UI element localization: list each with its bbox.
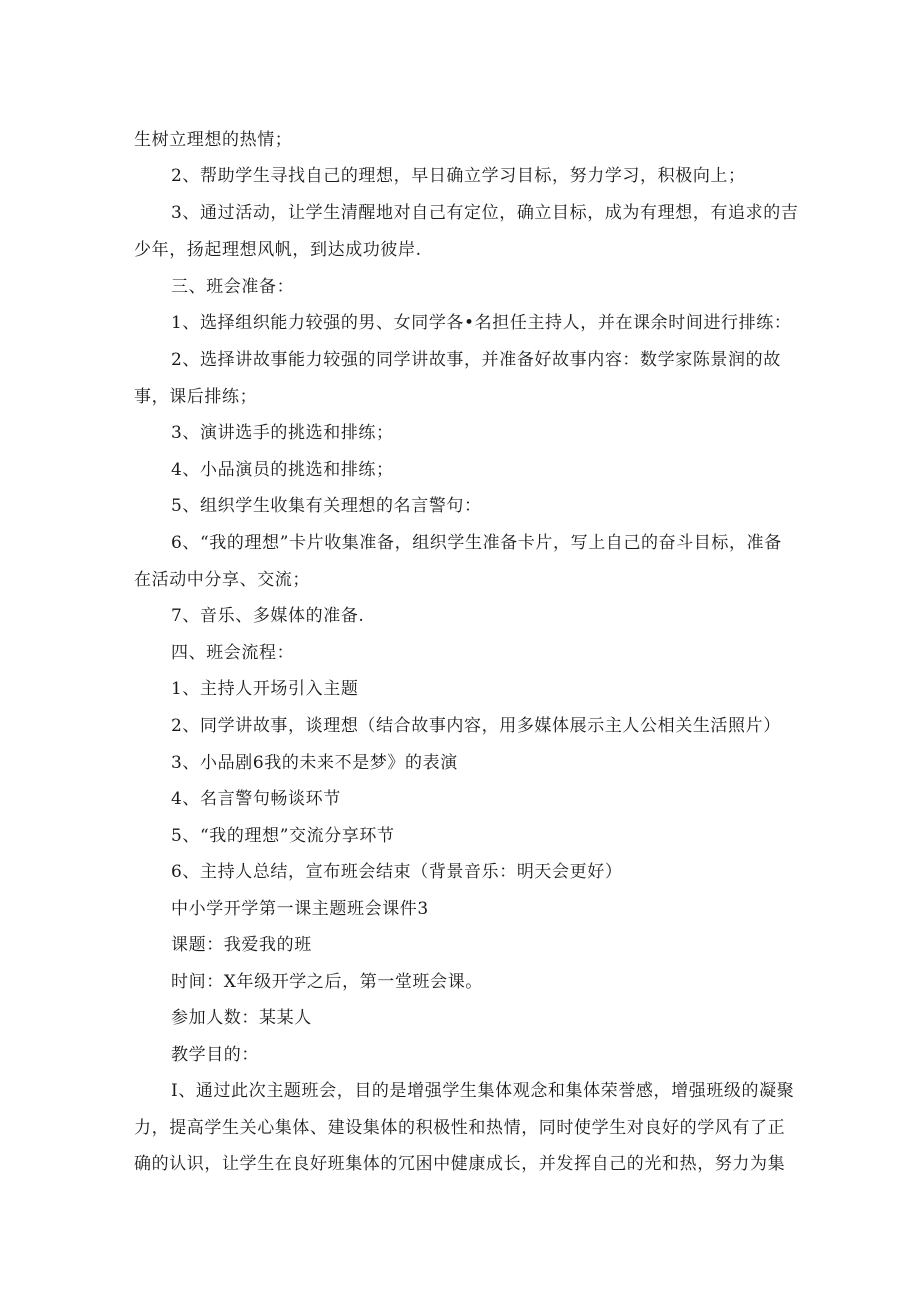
text-line: 2、帮助学生寻找自己的理想，早日确立学习目标，努力学习，积极向上； [171, 166, 746, 186]
text-line: 1、选择组织能力较强的男、女同学各•名担任主持人，并在课余时间进行排练： [171, 313, 792, 333]
text-line: 3、通过活动，让学生清醒地对自己有定位，确立目标，成为有理想，有追求的吉 [171, 203, 799, 223]
text-line: 3、演讲选手的挑选和排练； [171, 423, 394, 443]
text-line: 确的认识，让学生在良好班集体的冗困中健康成长，并发挥自己的光和热，努力为集 [134, 1154, 786, 1174]
text-line: 在活动中分享、交流； [134, 570, 310, 590]
text-line: 6、主持人总结，宣布班会结束（背景音乐：明天会更好） [171, 862, 623, 882]
text-line: 课题：我爱我的班 [171, 935, 312, 955]
text-line: 7、音乐、多媒体的准备. [171, 606, 365, 626]
text-line: 4、名言警句畅谈环节 [171, 789, 341, 809]
text-line: 少年，扬起理想风帆，到达成功彼岸. [134, 240, 422, 260]
text-line: 5、组织学生收集有关理想的名言警句： [171, 496, 482, 516]
section-heading: 三、班会准备： [171, 277, 295, 297]
document-title: 中小学开学第一课主题班会课件3 [171, 899, 429, 919]
text-line: 时间：X年级开学之后，第一堂班会课。 [171, 972, 483, 992]
text-line: 力，提高学生关心集体、建设集体的积极性和热情，同时使学生对良好的学风有了正 [134, 1118, 786, 1138]
text-line: 事，课后排练； [134, 387, 258, 407]
text-line: 生树立理想的热情； [134, 130, 293, 150]
text-line: 1、主持人开场引入主题 [171, 679, 359, 699]
text-line: 5、“我的理想”交流分享环节 [171, 826, 395, 846]
text-line: 4、小品演员的挑选和排练； [171, 460, 394, 480]
text-line: 2、同学讲故事，谈理想（结合故事内容，用多媒体展示主人公相关生活照片） [171, 716, 781, 736]
text-line: 参加人数：某某人 [171, 1008, 312, 1028]
text-line: 6、“我的理想”卡片收集准备，组织学生准备卡片，写上自己的奋斗目标，准备 [171, 533, 782, 553]
text-line: 教学目的： [171, 1045, 259, 1065]
text-line: 2、选择讲故事能力较强的同学讲故事，并准备好故事内容：数学家陈景润的故 [171, 350, 781, 370]
text-line: I、通过此次主题班会，目的是增强学生集体观念和集体荣誉感，增强班级的凝聚 [171, 1081, 795, 1101]
text-line: 3、小品剧6我的未来不是梦》的表演 [171, 753, 458, 773]
section-heading: 四、班会流程： [171, 643, 295, 663]
